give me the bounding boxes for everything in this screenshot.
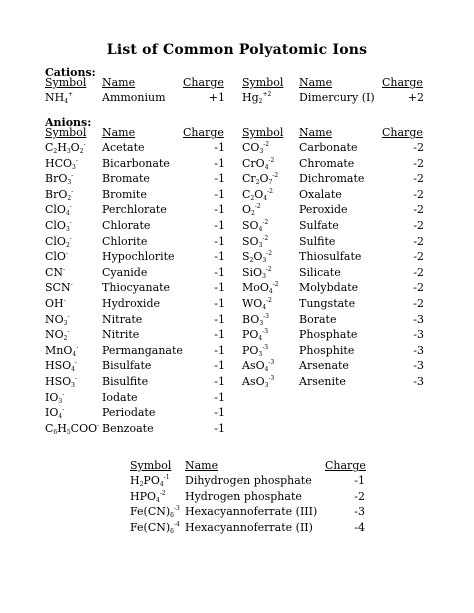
symbol-part: 4 [159,481,164,488]
ion-name: Ammonium [102,91,166,104]
column-header-symbol: Symbol [45,76,87,89]
symbol-part: AsO [242,359,265,373]
ion-symbol [45,141,86,155]
ion-symbol [242,141,269,155]
ion-name: Dihydrogen phosphate [185,474,312,487]
symbol-part: O [259,172,269,186]
ion-symbol [130,505,180,519]
ion-name: Chromate [299,156,355,170]
ion-charge: -2 [413,281,424,295]
ion-symbol [242,172,278,186]
ion-charge: -3 [413,359,424,373]
column-header-name: Name [299,76,333,89]
symbol-part: NO [45,328,64,342]
symbol-part: ClO [45,203,66,217]
symbol-part: -2 [266,296,273,304]
symbol-part: - [75,156,78,164]
ion-symbol [242,375,274,389]
symbol-part: 7 [268,179,273,187]
symbol-part: PO [143,474,160,487]
column-header-symbol: Symbol [242,76,284,89]
cations-heading: Cations: [45,66,96,79]
symbol-part: HSO [45,359,72,373]
ion-name: Hexacyannoferrate (II) [185,520,313,534]
ion-symbol [242,281,279,295]
symbol-part: - [71,187,74,195]
symbol-part: 4 [258,335,263,343]
symbol-part: - [69,234,72,242]
symbol-part: 2 [249,257,254,265]
symbol-part: 2 [258,98,263,105]
ion-symbol [45,203,72,217]
ion-symbol [45,328,70,342]
column-header-charge: Charge [183,126,224,139]
symbol-part: + [68,91,74,98]
ion-name: Chlorate [102,218,151,232]
symbol-part: - [62,406,65,414]
ion-name: Dimercury (I) [299,91,375,104]
column-header-charge: Charge [382,126,423,139]
ion-charge: -2 [413,218,424,232]
ion-name: Tungstate [299,296,356,310]
ion-name: Silicate [299,265,341,279]
ion-charge: -2 [413,234,424,248]
symbol-part: - [63,265,66,273]
ion-charge: -2 [413,156,424,170]
column-header-charge: Charge [325,459,366,472]
ion-charge: -1 [214,406,225,420]
ion-charge: -2 [413,141,424,154]
symbol-part: HPO [130,489,157,503]
ion-name: Peroxide [299,203,348,217]
ion-symbol [242,91,271,105]
ion-charge: -2 [413,203,424,217]
ion-charge: -1 [214,218,225,232]
ion-charge: -1 [214,141,225,154]
ion-name: Phosphate [299,328,358,342]
symbol-part: CN [45,265,64,279]
ion-name: Acetate [102,141,145,154]
ion-symbol [45,313,70,327]
ion-symbol [45,281,73,294]
symbol-part: Fe(CN) [130,505,171,519]
symbol-part: -2 [265,265,272,273]
ion-symbol [45,406,64,420]
ion-name: Perchlorate [102,203,167,217]
symbol-part: - [67,312,70,320]
ion-name: Benzoate [102,421,154,435]
ion-symbol [242,235,268,249]
ion-charge: -3 [413,374,424,388]
symbol-part: 6 [170,512,174,520]
ion-name: Thiocyanate [102,281,171,295]
symbol-part: ClO [45,234,66,248]
symbol-part: - [69,203,72,211]
symbol-part: O [242,203,252,217]
ion-name: Phosphite [299,343,355,357]
ion-symbol [242,328,268,342]
symbol-part: C [242,187,251,201]
ion-charge: -3 [413,343,424,357]
symbol-part: 3 [259,148,264,155]
ion-symbol [130,521,180,535]
symbol-part: OH [45,296,64,310]
symbol-part: 2 [79,148,84,155]
symbol-part: MoO [242,281,269,295]
symbol-part: Fe(CN) [130,520,171,534]
symbol-part: IO [45,390,59,404]
ion-charge: -1 [214,250,225,264]
ion-name: Chlorite [102,234,148,248]
ion-charge: -2 [354,489,365,503]
symbol-part: - [62,390,65,398]
symbol-part: Cr [242,172,256,186]
ion-symbol [242,297,272,311]
symbol-part: C [45,141,54,154]
symbol-part: 4 [262,303,267,311]
symbol-part: 3 [262,272,266,280]
symbol-part: 4 [264,163,269,171]
ion-charge: -3 [413,328,424,342]
ion-charge: -1 [214,296,225,310]
ion-charge: -4 [354,520,365,534]
ion-name: Hypochlorite [102,250,175,264]
ion-charge: -1 [214,234,225,248]
ion-symbol [45,422,99,436]
ion-symbol [45,297,66,310]
ion-symbol [45,266,65,279]
ion-name: Permanganate [102,343,183,357]
ion-symbol [45,172,73,186]
ion-charge: -2 [413,187,424,201]
symbol-part: -3 [262,343,269,351]
ion-name: Bisulfite [102,374,149,388]
ion-symbol [45,91,73,105]
ion-charge: -3 [413,312,424,326]
symbol-part: - [67,328,70,336]
symbol-part: H [57,141,67,154]
symbol-part: 3 [65,225,70,233]
symbol-part: S [242,250,250,264]
symbol-part: -2 [159,489,166,497]
ion-symbol [45,157,78,171]
column-header-symbol: Symbol [130,459,172,472]
ion-name: Sulfite [299,234,336,248]
ion-charge: -1 [214,328,225,342]
column-header-name: Name [102,126,136,139]
symbol-part: 3 [258,241,263,249]
symbol-part: 4 [65,210,70,218]
symbol-part: -4 [174,520,180,528]
symbol-part: ClO [45,250,66,264]
symbol-part: - [83,141,86,148]
symbol-part: - [76,343,79,351]
symbol-part: 2 [139,481,144,488]
symbol-part: SO [242,234,259,248]
symbol-part: CO [242,141,260,154]
ion-symbol [242,250,272,264]
ion-name: Bisulfate [102,359,152,373]
ion-name: Hexacyannoferrate (III) [185,505,318,519]
symbol-part: 2 [251,210,255,218]
ion-name: Iodate [102,390,138,404]
symbol-part: -3 [262,328,269,336]
ion-symbol [242,344,268,358]
ion-name: Hydrogen phosphate [185,489,302,503]
ion-charge: -1 [214,172,225,186]
ion-charge: -1 [214,265,225,279]
ion-name: Bromate [102,172,150,186]
ion-name: Periodate [102,406,156,420]
ion-name: Sulfate [299,218,339,232]
symbol-part: 3 [63,319,68,327]
ion-charge: -2 [413,296,424,310]
ion-symbol [45,235,72,249]
column-header-name: Name [185,459,219,472]
symbol-part: SCN [45,281,71,295]
symbol-part: -2 [272,281,279,289]
ion-name: Bicarbonate [102,156,170,170]
ion-symbol [130,474,170,488]
symbol-part: - [69,218,72,226]
symbol-part: O [253,250,263,264]
ion-symbol [45,219,72,233]
symbol-part: 3 [72,163,76,171]
ion-name: Arsenite [299,374,346,388]
symbol-part: - [65,250,68,258]
symbol-part: 6 [53,428,58,436]
symbol-part: -2 [262,234,269,242]
symbol-part: PO [242,328,259,342]
anions-heading: Anions: [45,116,92,129]
ion-charge: -1 [214,281,225,295]
symbol-part: 4 [156,496,160,504]
ion-symbol [130,490,166,504]
ion-charge: -1 [214,187,225,201]
symbol-part: -2 [262,218,269,226]
symbol-part: -3 [268,359,275,367]
ion-name: Molybdate [299,281,359,295]
symbol-part: 2 [255,179,260,187]
column-header-symbol: Symbol [242,126,284,139]
symbol-part: NH [45,91,65,104]
symbol-part: -2 [268,156,275,164]
symbol-part: 3 [264,381,269,389]
symbol-part: 4 [268,288,273,296]
symbol-part: -2 [272,172,279,180]
ion-symbol [45,391,64,405]
symbol-part: SO [242,218,259,232]
symbol-part: Hg [242,91,259,104]
symbol-part: 4 [64,98,69,105]
symbol-part: O [254,187,264,201]
ion-name: Dichromate [299,172,365,186]
symbol-part: -3 [263,312,269,320]
column-header-symbol: Symbol [45,126,87,139]
symbol-part: -3 [268,374,275,382]
symbol-part: 4 [263,194,268,202]
symbol-part: 3 [262,257,267,265]
symbol-part: 3 [66,148,71,155]
ion-charge: -2 [413,265,424,279]
ion-charge: -1 [214,374,225,388]
ion-charge: -2 [413,172,424,186]
symbol-part: - [71,172,74,180]
ion-symbol [45,250,68,263]
ion-symbol [45,344,78,358]
symbol-part: PO [242,343,259,357]
ion-symbol [242,188,273,202]
symbol-part: HSO [45,374,72,388]
symbol-part: C [45,421,54,435]
symbol-part: +2 [262,91,272,98]
symbol-part: BrO [45,187,68,201]
symbol-part: COO [70,421,98,435]
ion-charge: -1 [214,203,225,217]
page-title: List of Common Polyatomic Ions [106,42,368,58]
symbol-part: - [74,374,78,382]
ion-name: Bromite [102,187,147,201]
ion-symbol [242,203,261,217]
ion-symbol [45,188,73,202]
symbol-part: 3 [58,397,63,405]
ion-symbol [242,157,274,171]
ion-name: Nitrite [102,328,140,342]
symbol-part: 4 [72,350,77,358]
ion-charge: -1 [214,312,225,326]
symbol-part: WO [242,296,263,310]
symbol-part: -2 [254,203,261,211]
ion-symbol [45,359,77,373]
ion-charge: -1 [214,343,225,357]
ion-charge: -2 [413,250,424,264]
ion-symbol [45,375,77,389]
ion-charge: -1 [214,156,225,170]
column-header-name: Name [299,126,333,139]
ion-symbol [242,219,268,233]
symbol-part: -2 [266,250,273,258]
ion-charge: -1 [354,474,365,487]
symbol-part: ClO [45,218,66,232]
symbol-part: 6 [170,527,174,535]
symbol-part: HCO [45,156,73,170]
symbol-part: H [130,474,140,487]
ion-charge: -1 [214,390,225,404]
ion-charge: -3 [354,505,365,519]
symbol-part: BrO [45,172,68,186]
symbol-part: NO [45,312,64,326]
ion-name: Nitrate [102,312,143,326]
ion-charge: +2 [407,91,424,104]
ion-name: Cyanide [102,265,148,279]
symbol-part: 2 [65,241,70,249]
symbol-part: -1 [163,474,170,481]
symbol-part: MnO [45,343,73,357]
column-header-charge: Charge [183,76,224,89]
symbol-part: - [70,281,73,289]
ion-charge: -1 [214,359,225,373]
ion-symbol [242,313,269,327]
ion-name: Thiosulfate [299,250,362,264]
symbol-part: -2 [263,141,270,148]
symbol-part: CrO [242,156,265,170]
ion-name: Carbonate [299,141,358,154]
symbol-part: 2 [63,335,68,343]
symbol-part: 5 [66,428,71,436]
ion-charge: +1 [208,91,225,104]
symbol-part: 3 [71,381,75,389]
symbol-part: 4 [258,225,263,233]
symbol-part: 2 [67,194,72,202]
ion-name: Hydroxide [102,296,161,310]
symbol-part: BO [242,312,260,326]
symbol-part: 4 [264,366,269,374]
symbol-part: -3 [174,505,180,513]
symbol-part: - [63,296,66,304]
symbol-part: 4 [71,366,75,374]
ion-charge: -1 [214,421,225,435]
symbol-part: O [70,141,80,154]
ion-name: Arsenate [299,359,349,373]
ion-name: Borate [299,312,337,326]
ion-symbol [242,266,272,280]
ion-name: Oxalate [299,187,342,201]
symbol-part: H [57,421,67,435]
symbol-part: SiO [242,265,263,279]
symbol-part: AsO [242,374,265,388]
symbol-part: 2 [250,194,255,202]
column-header-charge: Charge [382,76,423,89]
ion-symbol [242,359,274,373]
symbol-part: 2 [53,148,58,155]
symbol-part: -2 [267,187,273,195]
symbol-part: - [97,421,100,429]
column-header-name: Name [102,76,136,89]
symbol-part: - [74,359,78,367]
symbol-part: 4 [58,413,63,421]
symbol-part: IO [45,406,59,420]
symbol-part: 3 [259,319,264,327]
symbol-part: 3 [67,179,72,187]
symbol-part: 3 [258,350,263,358]
